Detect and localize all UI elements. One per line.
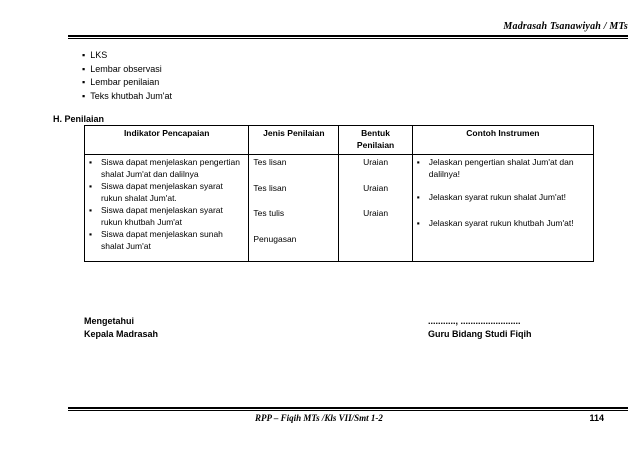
jenis-cell xyxy=(249,155,339,262)
cell-text: Penugasan xyxy=(253,233,297,244)
list-item: ▪ Siswa dapat menjelaskan sunah shalat Jum'at xyxy=(89,229,244,252)
cell-text: Tes tulis xyxy=(253,208,285,218)
column-header: Contoh Instrumen xyxy=(412,126,593,155)
cell-text: Uraian xyxy=(363,182,389,193)
list-item: ▪ Siswa dapat menjelaskan syarat rukun khutbah Jum'at xyxy=(89,205,244,228)
assessment-table xyxy=(84,125,594,262)
list-item: ▪ Jelaskan syarat rukun khutbah Jum'at! xyxy=(417,218,589,230)
signature-right: ..........., ........................ Guru Bidang Studi Fiqih xyxy=(428,316,532,339)
list-item: ▪ Lembar observasi xyxy=(82,63,172,77)
table-row xyxy=(85,155,594,262)
section-heading: H. Penilaian xyxy=(53,114,105,124)
bentuk-cell xyxy=(339,155,412,262)
cell-text: Tes lisan xyxy=(253,182,287,193)
list-item: ▪ Siswa dapat menjelaskan syarat rukun shalat Jum'at. xyxy=(89,181,244,204)
column-header: Indikator Pencapaian xyxy=(85,126,249,155)
list-item: ▪ Jelaskan pengertian shalat Jum'at dan dalilnya! xyxy=(417,157,589,180)
list-item: ▪ Jelaskan syarat rukun shalat Jum'at! xyxy=(417,192,589,204)
cell-text: Uraian xyxy=(363,157,389,167)
list-item: ▪ Lembar penilaian xyxy=(82,76,172,90)
list-item: ▪ Siswa dapat menjelaskan pengertian shalat Jum'at dan dalilnya xyxy=(89,157,244,180)
page-number: 114 xyxy=(589,413,604,423)
column-header: Bentuk Penilaian xyxy=(339,126,412,155)
footer-rule xyxy=(68,407,628,409)
cell-text: Tes lisan xyxy=(253,157,287,167)
signature-left: Mengetahui Kepala Madrasah xyxy=(84,316,159,339)
footer-title: RPP – Fiqih MTs /Kls VII/Smt 1-2 xyxy=(255,413,383,423)
footer-rule-thin xyxy=(68,410,628,411)
indikator-cell xyxy=(85,155,249,262)
header-title: Madrasah Tsanawiyah / MTs xyxy=(503,21,628,32)
cell-text: Uraian xyxy=(363,208,389,218)
list-item: ▪ Teks khutbah Jum'at xyxy=(82,90,172,104)
header-rule xyxy=(68,35,628,37)
header-rule-thin xyxy=(68,38,628,39)
column-header: Jenis Penilaian xyxy=(249,126,339,155)
materials-list xyxy=(82,49,172,103)
contoh-cell xyxy=(412,155,593,262)
list-item: ▪ LKS xyxy=(82,49,172,63)
